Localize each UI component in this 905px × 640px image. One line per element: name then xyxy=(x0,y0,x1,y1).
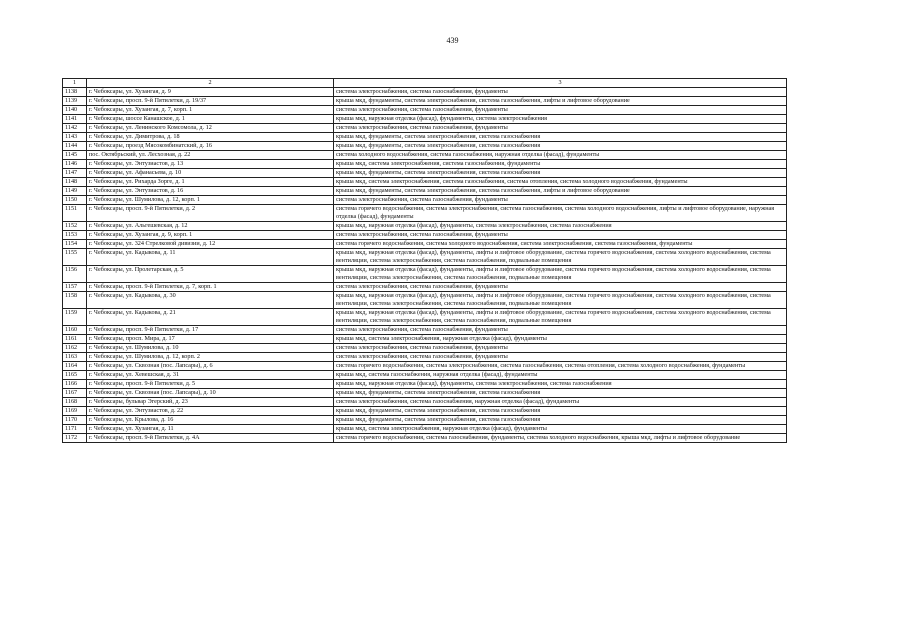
address-cell: г. Чебоксары, ул. Рихарда Зорге, д. 1 xyxy=(87,178,334,187)
table-row xyxy=(63,292,787,309)
row-number-cell: 1143 xyxy=(63,133,87,142)
table-row xyxy=(63,222,787,231)
address-cell: г. Чебоксары, шоссе Канашское, д. 1 xyxy=(87,115,334,124)
works-cell: крыша мкд, система электроснабжения, наружная отделка (фасад), фундаменты xyxy=(334,425,787,434)
table-row xyxy=(63,425,787,434)
row-number-cell: 1156 xyxy=(63,266,87,283)
address-cell: г. Чебоксары, ул. Кадыкова, д. 11 xyxy=(87,249,334,266)
table-row xyxy=(63,283,787,292)
address-cell: г. Чебоксары, ул. 324 Стрелковой дивизии, д. 12 xyxy=(87,240,334,249)
works-cell: система электроснабжения, система газоснабжения, фундаменты xyxy=(334,196,787,205)
works-cell: система электроснабжения, система газоснабжения, фундаменты xyxy=(334,344,787,353)
works-cell: система горячего водоснабжения, система холодного водоснабжения, система электроснабжения, система газоснабжения, фундаменты xyxy=(334,240,787,249)
address-cell: г. Чебоксары, ул. Сквозная (пос. Лапсары), д. 10 xyxy=(87,389,334,398)
table-row xyxy=(63,407,787,416)
table-row xyxy=(63,169,787,178)
address-cell: г. Чебоксары, ул. Крылова, д. 16 xyxy=(87,416,334,425)
table-row xyxy=(63,344,787,353)
row-number-cell: 1170 xyxy=(63,416,87,425)
works-cell: крыша мкд, фундаменты, система электроснабжения, система газоснабжения, лифты и лифтовое оборудование xyxy=(334,97,787,106)
page-number: 439 xyxy=(446,36,459,45)
address-cell: г. Чебоксары, ул. Энтузиастов, д. 13 xyxy=(87,160,334,169)
row-number-cell: 1145 xyxy=(63,151,87,160)
row-number-cell: 1165 xyxy=(63,371,87,380)
row-number-cell: 1138 xyxy=(63,88,87,97)
works-cell: система горячего водоснабжения, система электроснабжения, система газоснабжения, система холодного водоснабжения, лифты и лифтовое оборудование, наружная отделка (фасад), фундаменты xyxy=(334,205,787,222)
works-cell: система электроснабжения, система газоснабжения, фундаменты xyxy=(334,124,787,133)
table-row xyxy=(63,133,787,142)
table-row xyxy=(63,160,787,169)
works-cell: крыша мкд, фундаменты, система электроснабжения, система газоснабжения xyxy=(334,169,787,178)
row-number-cell: 1150 xyxy=(63,196,87,205)
row-number-cell: 1163 xyxy=(63,353,87,362)
address-cell: г. Чебоксары, ул. Шумилова, д. 12, корп. 1 xyxy=(87,196,334,205)
address-cell: г. Чебоксары, просп. 9-й Пятилетки, д. 17 xyxy=(87,326,334,335)
table-row xyxy=(63,362,787,371)
table-row xyxy=(63,249,787,266)
row-number-cell: 1148 xyxy=(63,178,87,187)
address-cell: г. Чебоксары, ул. Сквозная (пос. Лапсары), д. 6 xyxy=(87,362,334,371)
address-cell: г. Чебоксары, ул. Хузангая, д. 9, корп. 1 xyxy=(87,231,334,240)
works-cell: крыша мкд, фундаменты, система электроснабжения, система газоснабжения xyxy=(334,133,787,142)
table-row xyxy=(63,187,787,196)
row-number-cell: 1146 xyxy=(63,160,87,169)
works-cell: крыша мкд, наружная отделка (фасад), фундаменты, лифты и лифтовое оборудование, система горячего водоснабжения, система холодного водоснабжения, система вентиляции, система электроснабжения, система газоснабжения, подвальные помещения xyxy=(334,249,787,266)
table-row xyxy=(63,115,787,124)
table-row xyxy=(63,205,787,222)
works-cell: крыша мкд, система электроснабжения, система газоснабжения, фундаменты xyxy=(334,160,787,169)
row-number-cell: 1140 xyxy=(63,106,87,115)
table-row xyxy=(63,380,787,389)
works-cell: крыша мкд, наружная отделка (фасад), фундаменты, лифты и лифтовое оборудование, система горячего водоснабжения, система холодного водоснабжения, система вентиляции, система электроснабжения, система газоснабжения, подвальные помещения xyxy=(334,292,787,309)
row-number-cell: 1168 xyxy=(63,398,87,407)
table-row xyxy=(63,151,787,160)
works-cell: система электроснабжения, система газоснабжения, фундаменты xyxy=(334,106,787,115)
works-cell: система электроснабжения, система газоснабжения, наружная отделка (фасад), фундаменты xyxy=(334,398,787,407)
works-cell: крыша мкд, наружная отделка (фасад), фундаменты, система электроснабжения, система газоснабжения xyxy=(334,222,787,231)
row-number-cell: 1147 xyxy=(63,169,87,178)
header-cell-number: 1 xyxy=(63,79,87,88)
row-number-cell: 1169 xyxy=(63,407,87,416)
address-cell: г. Чебоксары, просп. 9-й Пятилетки, д. 7, корп. 1 xyxy=(87,283,334,292)
address-cell: г. Чебоксары, ул. Альгешевская, д. 12 xyxy=(87,222,334,231)
address-cell: г. Чебоксары, ул. Кадыкова, д. 21 xyxy=(87,309,334,326)
address-cell: г. Чебоксары, ул. Хевешская, д. 31 xyxy=(87,371,334,380)
address-cell: г. Чебоксары, ул. Хузангая, д. 7, корп. 1 xyxy=(87,106,334,115)
address-cell: г. Чебоксары, ул. Энтузиастов, д. 16 xyxy=(87,187,334,196)
table-row xyxy=(63,196,787,205)
row-number-cell: 1167 xyxy=(63,389,87,398)
row-number-cell: 1171 xyxy=(63,425,87,434)
address-cell: г. Чебоксары, проезд Мясокомбинатский, д. 16 xyxy=(87,142,334,151)
row-number-cell: 1160 xyxy=(63,326,87,335)
works-cell: крыша мкд, наружная отделка (фасад), фундаменты, система электроснабжения, система газоснабжения xyxy=(334,380,787,389)
table-row xyxy=(63,266,787,283)
works-cell: крыша мкд, наружная отделка (фасад), фундаменты, лифты и лифтовое оборудование, система горячего водоснабжения, система холодного водоснабжения, система вентиляции, система электроснабжения, система газоснабжения, подвальные помещения xyxy=(334,266,787,283)
row-number-cell: 1157 xyxy=(63,283,87,292)
row-number-cell: 1166 xyxy=(63,380,87,389)
table-row xyxy=(63,97,787,106)
address-cell: г. Чебоксары, ул. Димитрова, д. 18 xyxy=(87,133,334,142)
address-cell: г. Чебоксары, ул. Шумилова, д. 10 xyxy=(87,344,334,353)
table-row xyxy=(63,389,787,398)
works-cell: система электроснабжения, система газоснабжения, фундаменты xyxy=(334,326,787,335)
address-cell: г. Чебоксары, ул. Шумилова, д. 12, корп. 2 xyxy=(87,353,334,362)
address-cell: г. Чебоксары, бульвар Эгерский, д. 23 xyxy=(87,398,334,407)
table-row xyxy=(63,240,787,249)
address-cell: г. Чебоксары, просп. 9-й Пятилетки, д. 4А xyxy=(87,434,334,443)
works-cell: крыша мкд, фундаменты, система электроснабжения, система газоснабжения xyxy=(334,407,787,416)
row-number-cell: 1153 xyxy=(63,231,87,240)
header-cell-works: 3 xyxy=(334,79,787,88)
addresses-table xyxy=(62,78,787,443)
works-cell: крыша мкд, фундаменты, система электроснабжения, система газоснабжения xyxy=(334,416,787,425)
works-cell: крыша мкд, наружная отделка (фасад), фундаменты, система электроснабжения xyxy=(334,115,787,124)
table-row xyxy=(63,142,787,151)
works-cell: крыша мкд, система электроснабжения, система газоснабжения, система отопления, система холодного водоснабжения, фундаменты xyxy=(334,178,787,187)
row-number-cell: 1164 xyxy=(63,362,87,371)
table-header-row xyxy=(63,79,787,88)
address-cell: пос. Октябрьский, ул. Лесхозная, д. 22 xyxy=(87,151,334,160)
table-row xyxy=(63,434,787,443)
table-row xyxy=(63,88,787,97)
table-row xyxy=(63,309,787,326)
works-cell: крыша мкд, наружная отделка (фасад), фундаменты, лифты и лифтовое оборудование, система горячего водоснабжения, система холодного водоснабжения, система вентиляции, система электроснабжения, система газоснабжения, подвальные помещения xyxy=(334,309,787,326)
table-row xyxy=(63,371,787,380)
address-cell: г. Чебоксары, ул. Пролетарская, д. 5 xyxy=(87,266,334,283)
row-number-cell: 1151 xyxy=(63,205,87,222)
row-number-cell: 1139 xyxy=(63,97,87,106)
row-number-cell: 1158 xyxy=(63,292,87,309)
address-cell: г. Чебоксары, ул. Афанасьева, д. 10 xyxy=(87,169,334,178)
works-cell: система горячего водоснабжения, система газоснабжения, фундаменты, система холодного водоснабжения, крыша мкд, лифты и лифтовое оборудование xyxy=(334,434,787,443)
row-number-cell: 1159 xyxy=(63,309,87,326)
works-cell: крыша мкд, система электроснабжения, наружная отделка (фасад), фундаменты xyxy=(334,335,787,344)
table-row xyxy=(63,335,787,344)
row-number-cell: 1172 xyxy=(63,434,87,443)
table-row xyxy=(63,398,787,407)
row-number-cell: 1152 xyxy=(63,222,87,231)
address-cell: г. Чебоксары, ул. Хузангая, д. 11 xyxy=(87,425,334,434)
table-body xyxy=(63,79,787,443)
table-row xyxy=(63,178,787,187)
row-number-cell: 1155 xyxy=(63,249,87,266)
works-cell: система электроснабжения, система газоснабжения, фундаменты xyxy=(334,283,787,292)
address-cell: г. Чебоксары, ул. Кадыкова, д. 30 xyxy=(87,292,334,309)
address-cell: г. Чебоксары, просп. 9-й Пятилетки, д. 2 xyxy=(87,205,334,222)
works-cell: система холодного водоснабжения, система газоснабжения, наружная отделка (фасад), фундаменты xyxy=(334,151,787,160)
table-row xyxy=(63,231,787,240)
table-row xyxy=(63,106,787,115)
works-cell: система горячего водоснабжения, система электроснабжения, система газоснабжения, система отопления, система холодного водоснабжения, фундаменты xyxy=(334,362,787,371)
header-cell-address: 2 xyxy=(87,79,334,88)
table-row xyxy=(63,353,787,362)
works-cell: крыша мкд, фундаменты, система электроснабжения, система газоснабжения, лифты и лифтовое оборудование xyxy=(334,187,787,196)
row-number-cell: 1144 xyxy=(63,142,87,151)
works-cell: крыша мкд, фундаменты, система электроснабжения, система газоснабжения xyxy=(334,142,787,151)
works-cell: крыша мкд, фундаменты, система электроснабжения, система газоснабжения xyxy=(334,389,787,398)
table-row xyxy=(63,124,787,133)
row-number-cell: 1161 xyxy=(63,335,87,344)
works-cell: крыша мкд, система газоснабжения, наружная отделка (фасад), фундаменты xyxy=(334,371,787,380)
table-row xyxy=(63,326,787,335)
works-cell: система электроснабжения, система газоснабжения, фундаменты xyxy=(334,231,787,240)
table-row xyxy=(63,416,787,425)
address-cell: г. Чебоксары, просп. 9-й Пятилетки, д. 19/37 xyxy=(87,97,334,106)
address-cell: г. Чебоксары, ул. Энтузиастов, д. 22 xyxy=(87,407,334,416)
address-cell: г. Чебоксары, ул. Ленинского Комсомола, д. 12 xyxy=(87,124,334,133)
row-number-cell: 1149 xyxy=(63,187,87,196)
row-number-cell: 1162 xyxy=(63,344,87,353)
row-number-cell: 1141 xyxy=(63,115,87,124)
row-number-cell: 1154 xyxy=(63,240,87,249)
works-cell: система электроснабжения, система газоснабжения, фундаменты xyxy=(334,353,787,362)
row-number-cell: 1142 xyxy=(63,124,87,133)
address-cell: г. Чебоксары, просп. 9-й Пятилетки, д. 5 xyxy=(87,380,334,389)
address-cell: г. Чебоксары, просп. Мира, д. 17 xyxy=(87,335,334,344)
works-cell: система электроснабжения, система газоснабжения, фундаменты xyxy=(334,88,787,97)
address-cell: г. Чебоксары, ул. Хузангая, д. 9 xyxy=(87,88,334,97)
